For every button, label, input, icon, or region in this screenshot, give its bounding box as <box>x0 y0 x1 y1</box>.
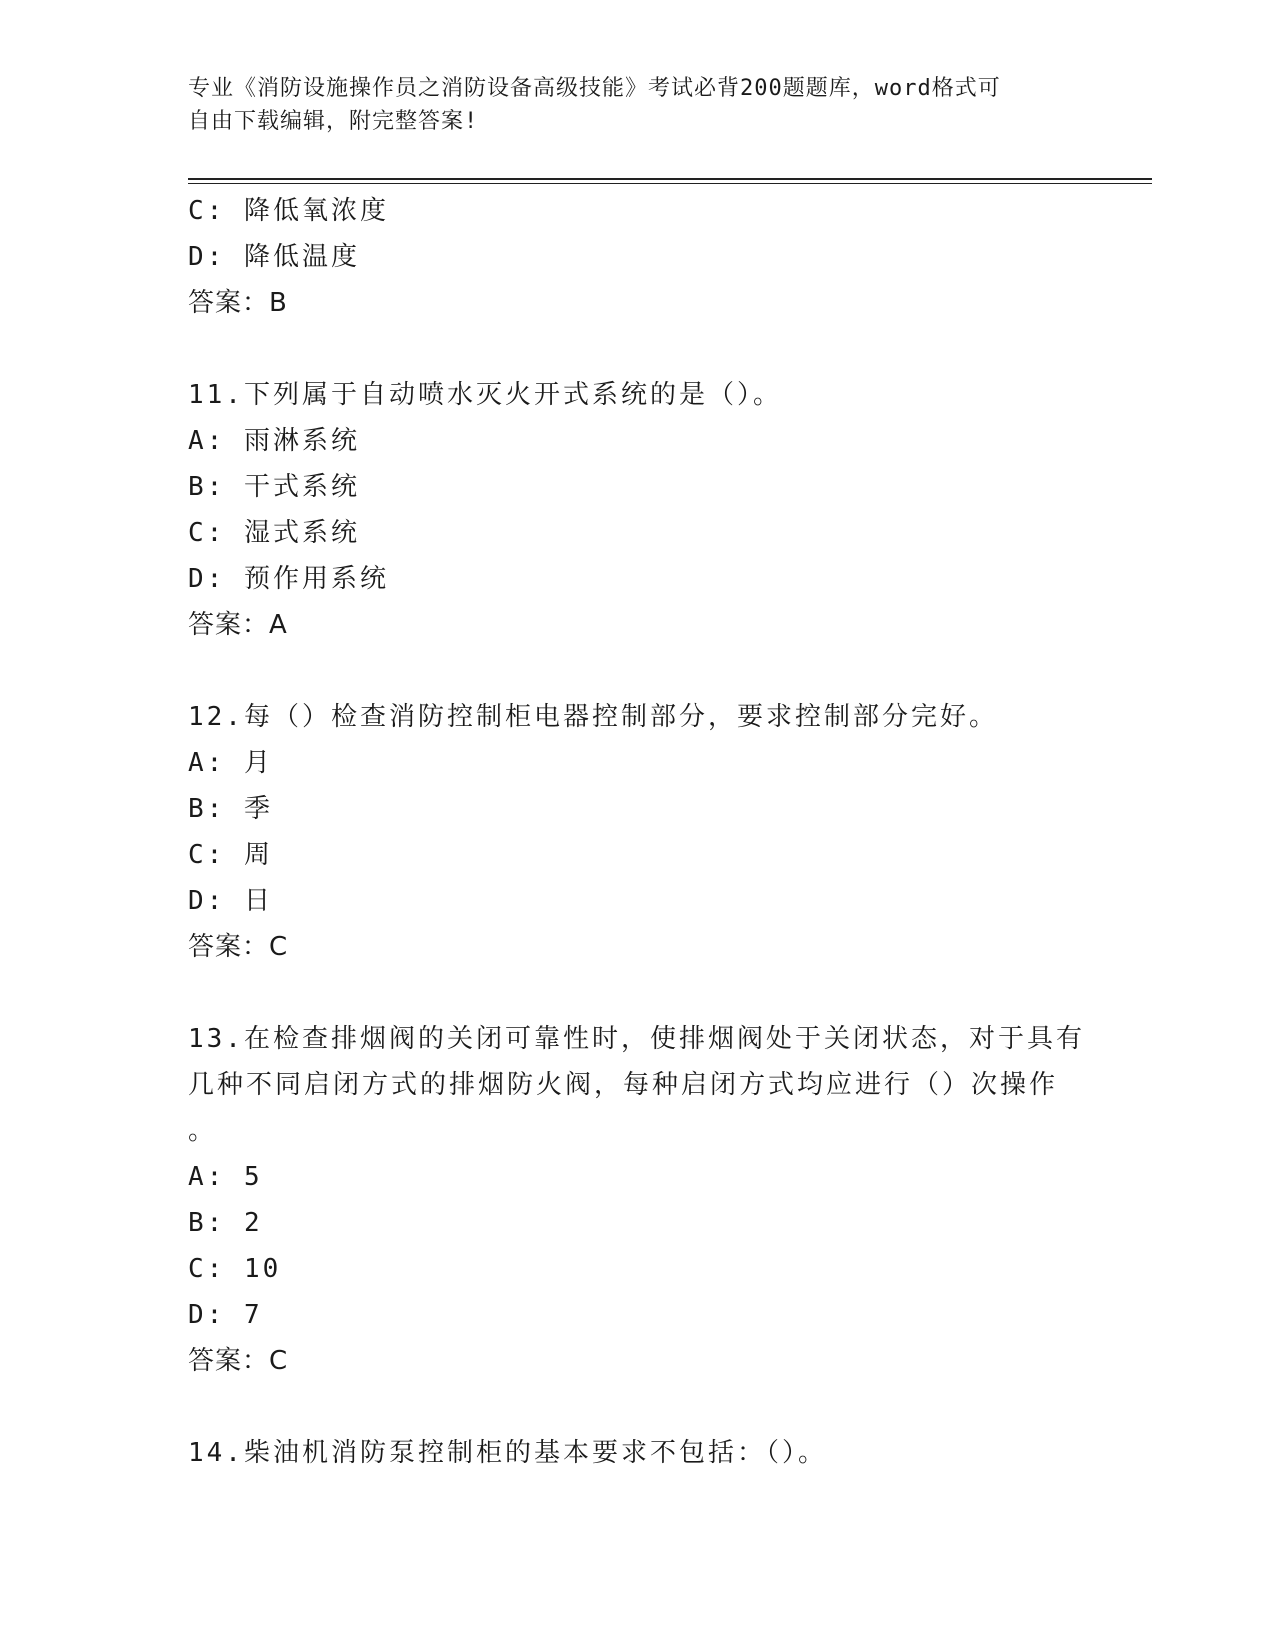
option-b: B: 季 <box>188 794 273 824</box>
question-13 <box>188 1016 1088 1384</box>
question-stem-line-2: 几种不同启闭方式的排烟防火阀，每种启闭方式均应进行（）次操作 <box>188 1070 1059 1100</box>
question-stem: 11.下列属于自动喷水灭火开式系统的是（）。 <box>188 380 782 410</box>
header-line-1: 专业《消防设施操作员之消防设备高级技能》考试必背200题题库，word格式可 <box>188 76 1001 101</box>
option-b: B: 干式系统 <box>188 472 360 502</box>
answer: 答案：C <box>188 932 289 962</box>
spacer <box>188 970 1088 1016</box>
option-d: D: 降低温度 <box>188 242 360 272</box>
option-a: A: 雨淋系统 <box>188 426 360 456</box>
answer: 答案：C <box>188 1346 289 1376</box>
question-11 <box>188 372 1088 648</box>
option-d: D: 日 <box>188 886 273 916</box>
answer: 答案：A <box>188 610 288 640</box>
spacer <box>188 1384 1088 1430</box>
option-c: C: 10 <box>188 1254 282 1284</box>
option-b: B: 2 <box>188 1208 263 1238</box>
question-14 <box>188 1430 1088 1476</box>
header-rule-thick <box>188 178 1152 180</box>
option-a: A: 5 <box>188 1162 263 1192</box>
option-c: C: 降低氧浓度 <box>188 196 389 226</box>
answer: 答案：B <box>188 288 288 318</box>
question-12 <box>188 694 1088 970</box>
question-stem-line-3: 。 <box>188 1116 218 1146</box>
spacer <box>188 648 1088 694</box>
option-d: D: 7 <box>188 1300 263 1330</box>
document-header <box>188 72 1068 138</box>
header-rule-thin <box>188 183 1152 184</box>
question-stem-line-1: 13.在检查排烟阀的关闭可靠性时，使排烟阀处于关闭状态，对于具有 <box>188 1024 1085 1054</box>
option-a: A: 月 <box>188 748 273 778</box>
question-stem: 12.每（）检查消防控制柜电器控制部分，要求控制部分完好。 <box>188 702 998 732</box>
spacer <box>188 326 1088 372</box>
option-c: C: 湿式系统 <box>188 518 360 548</box>
option-c: C: 周 <box>188 840 273 870</box>
question-stem: 14.柴油机消防泵控制柜的基本要求不包括：（）。 <box>188 1438 827 1468</box>
header-line-2: 自由下载编辑，附完整答案! <box>188 109 479 134</box>
option-d: D: 预作用系统 <box>188 564 389 594</box>
question-10 <box>188 188 1088 326</box>
question-list <box>188 188 1088 1476</box>
